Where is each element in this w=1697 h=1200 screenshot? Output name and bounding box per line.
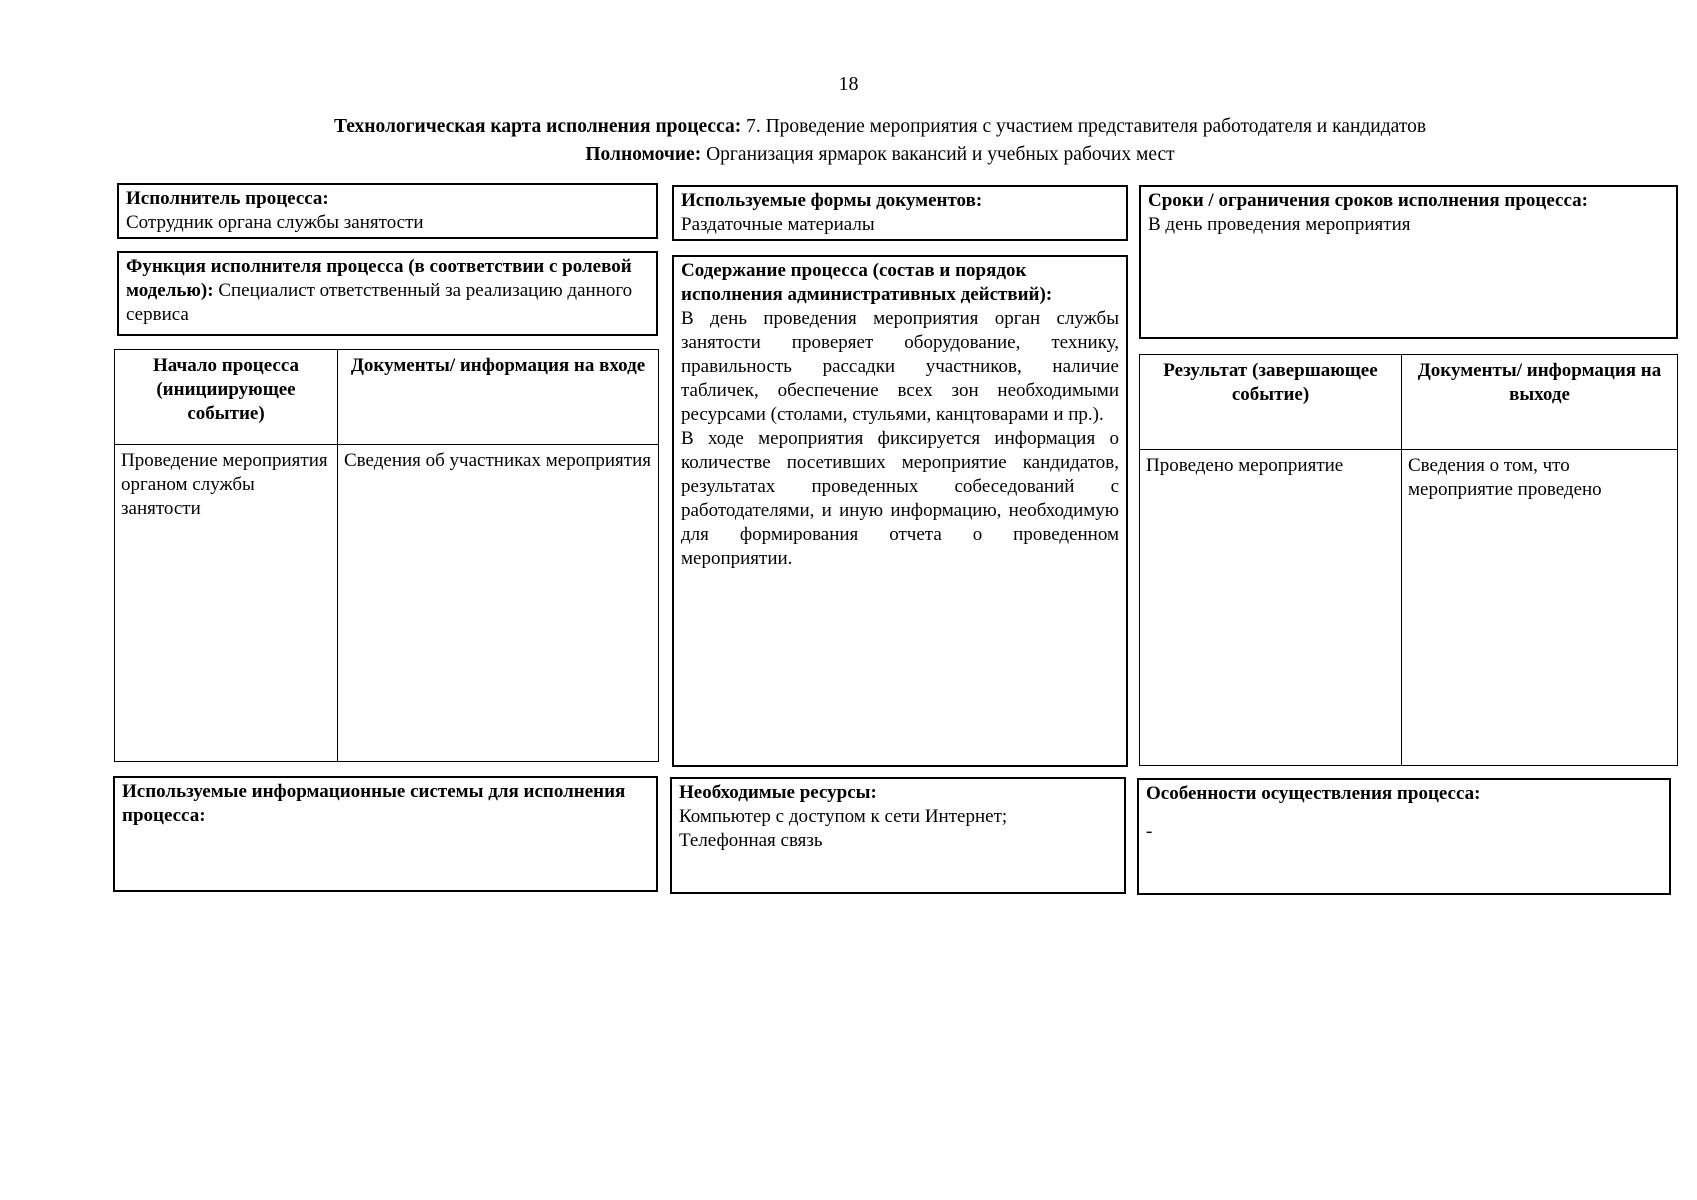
executor-label: Исполнитель процесса: (126, 188, 329, 209)
start-event-value: Проведение мероприятия органом службы занятости (115, 445, 338, 762)
input-docs-value: Сведения об участниках мероприятия (338, 445, 659, 762)
header-line-1 (180, 115, 1580, 139)
process-content-paragraph-2: В ходе мероприятия фиксируется информация о количестве посетивших мероприятие кандидатов, результатах проведенных собеседований с работодателями, и иную информацию, необходимую для формирования отчета о проведенном мероприятии. (681, 428, 1119, 569)
function-label: Функция исполнителя процесса (в соответствии с ролевой моделью): (126, 256, 632, 301)
features-box (1137, 778, 1671, 895)
deadlines-label: Сроки / ограничения сроков исполнения процесса: (1148, 190, 1588, 211)
start-table (114, 349, 659, 762)
header-line-2 (180, 143, 1580, 167)
process-map-label: Технологическая карта исполнения процесса: (333, 116, 742, 137)
process-content-paragraph-1: В день проведения мероприятия орган службы занятости проверяет оборудование, технику, правильность рассадки участников, наличие табличек, обеспечение всех зон необходимыми ресурсами (столами, стульями, канцтоварами и пр.). (681, 308, 1119, 425)
function-value: Специалист ответственный за реализацию данного сервиса (126, 280, 633, 325)
result-table-wrapper (1139, 354, 1677, 766)
document-forms-label: Используемые формы документов: (681, 190, 983, 211)
process-content-box (672, 255, 1128, 767)
table-header-row (1140, 355, 1678, 450)
document-forms-value: Раздаточные материалы (681, 214, 875, 235)
result-table (1139, 354, 1678, 766)
features-label: Особенности осуществления процесса: (1146, 783, 1481, 804)
input-docs-header: Документы/ информация на входе (338, 350, 659, 445)
info-systems-label: Используемые информационные системы для исполнения процесса: (122, 781, 626, 826)
deadlines-value: В день проведения мероприятия (1148, 214, 1411, 235)
info-systems-box (113, 776, 658, 892)
authority-value: Организация ярмарок вакансий и учебных рабочих мест (706, 144, 1175, 165)
result-event-header: Результат (завершающее событие) (1140, 355, 1402, 450)
start-table-wrapper (114, 349, 658, 762)
table-header-row (115, 350, 659, 445)
page-number: 18 (838, 73, 859, 95)
start-event-header: Начало процесса (инициирующее событие) (115, 350, 338, 445)
resources-box (670, 777, 1126, 894)
authority-label: Полномочие: (585, 144, 702, 165)
resources-label: Необходимые ресурсы: (679, 782, 877, 803)
process-map-title: 7. Проведение мероприятия с участием представителя работодателя и кандидатов (746, 116, 1427, 137)
document-forms-box (672, 185, 1128, 241)
function-box (117, 251, 658, 336)
output-docs-value: Сведения о том, что мероприятие проведено (1402, 450, 1678, 766)
features-value: - (1146, 821, 1153, 842)
executor-value: Сотрудник органа службы занятости (126, 212, 424, 233)
output-docs-header: Документы/ информация на выходе (1402, 355, 1678, 450)
deadlines-box (1139, 185, 1678, 339)
resources-line-2: Телефонная связь (679, 830, 823, 851)
result-event-value: Проведено мероприятие (1140, 450, 1402, 766)
resources-line-1: Компьютер с доступом к сети Интернет; (679, 806, 1008, 827)
table-row (115, 445, 659, 762)
executor-box (117, 183, 658, 239)
process-content-label: Содержание процесса (состав и порядок исполнения административных действий): (681, 260, 1053, 305)
table-row (1140, 450, 1678, 766)
